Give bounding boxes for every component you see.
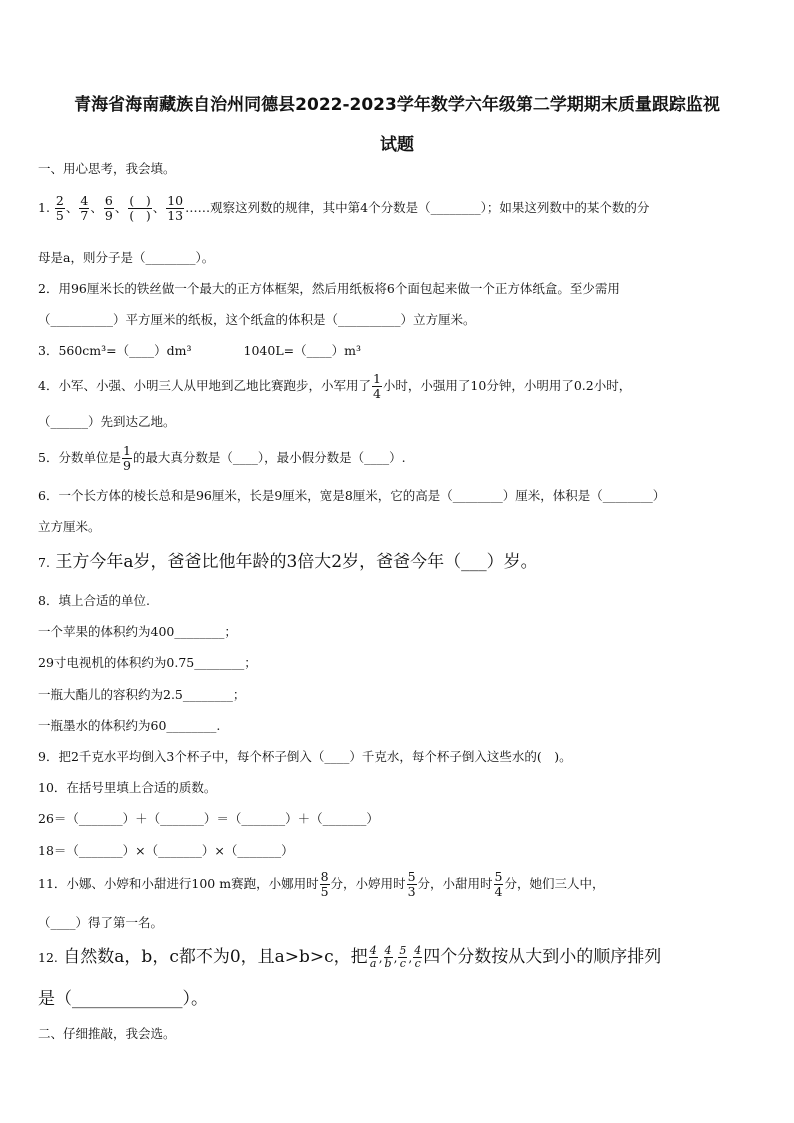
fraction-blank[interactable]: $\frac{( )}{( )}$ — [129, 194, 151, 223]
fraction: $\frac{4}{7}$ — [80, 193, 89, 223]
question-1-cont: 母是a，则分子是（________）。 — [38, 250, 215, 265]
fraction: $\frac{4}{b}$ — [384, 944, 392, 970]
fraction: $\frac{5}{3}$ — [407, 869, 416, 899]
question-text: 分，小婷用时 — [330, 876, 406, 891]
separator: 、 — [152, 200, 166, 215]
separator: , — [378, 951, 383, 965]
question-9: 9．把2千克水平均倒入3个杯子中，每个杯子倒入（____）千克水，每个杯子倒入这些水的( )。 — [38, 749, 572, 764]
fraction: $\frac{5}{4}$ — [494, 869, 503, 899]
fraction: $\frac{6}{9}$ — [104, 193, 113, 223]
question-text: 11．小娜、小婷和小甜进行100 m赛跑，小娜用时 — [38, 876, 319, 891]
question-text: 的最大真分数是（____），最小假分数是（____）. — [132, 450, 406, 465]
question-text: 王方今年a岁，爸爸比他年龄的3倍大2岁，爸爸今年（___）岁。 — [55, 552, 538, 572]
question-number: 1. — [38, 200, 50, 215]
question-text: 分，她们三人中， — [504, 876, 605, 891]
question-text: 小时，小强用了10分钟，小明用了0.2小时， — [382, 378, 632, 393]
question-6: 6．一个长方体的棱长总和是96厘米，长是9厘米，宽是8厘米，它的高是（________）厘米，体积是（________） — [38, 488, 666, 503]
question-6-cont: 立方厘米。 — [38, 519, 101, 534]
unit-item: 29寸电视机的体积约为0.75________； — [38, 655, 257, 670]
fraction: $\frac{2}{5}$ — [55, 193, 64, 223]
fraction: $\frac{8}{5}$ — [320, 869, 329, 899]
question-11 — [38, 870, 605, 899]
question-10: 10．在括号里填上合适的质数。 — [38, 780, 217, 795]
question-text: 5．分数单位是 — [38, 450, 121, 465]
question-4 — [38, 372, 631, 401]
question-1 — [38, 194, 649, 223]
question-11-cont: （____）得了第一名。 — [38, 915, 164, 930]
unit-item: 一瓶大酯儿的容积约为2.5________； — [38, 687, 246, 702]
unit-item: 一个苹果的体积约为400________； — [38, 624, 237, 639]
fraction: $\frac{4}{a}$ — [369, 944, 377, 970]
question-text: 自然数a，b，c都不为0，且a>b>c，把 — [63, 947, 368, 967]
fraction: $\frac{4}{c}$ — [414, 944, 422, 970]
question-5 — [38, 444, 406, 473]
question-number: 12. — [38, 950, 58, 965]
question-3-part1: 3．560cm³=（____）dm³ — [38, 343, 192, 358]
question-10-line1: 26＝（_______）＋（_______）＝（_______）＋（_______） — [38, 811, 379, 826]
question-10-line2: 18＝（_______）×（_______）×（_______） — [38, 843, 294, 858]
separator: 、 — [65, 200, 79, 215]
question-12 — [38, 945, 661, 970]
page-title: 青海省海南藏族自治州同德县2022-2023学年数学六年级第二学期期末质量跟踪监视 — [74, 95, 720, 115]
question-3-part2: 1040L=（____）m³ — [243, 343, 361, 358]
fraction: $\frac{1}{4}$ — [372, 371, 381, 401]
question-text: ……观察这列数的规律，其中第4个分数是（________）；如果这列数中的某个数的分 — [185, 200, 650, 215]
question-4-cont: （______）先到达乙地。 — [38, 414, 176, 429]
question-number: 7. — [38, 555, 50, 570]
fraction: $\frac{10}{13}$ — [167, 193, 184, 223]
unit-item: 一瓶墨水的体积约为60________. — [38, 718, 221, 733]
separator: 、 — [90, 200, 103, 215]
page-title-cont: 试题 — [380, 135, 414, 155]
fraction: $\frac{1}{9}$ — [122, 443, 131, 473]
separator: , — [393, 951, 398, 965]
separator: , — [408, 951, 413, 965]
question-text: 4．小军、小强、小明三人从甲地到乙地比赛跑步，小军用了 — [38, 378, 371, 393]
question-text: 四个分数按从大到小的顺序排列 — [423, 947, 662, 967]
question-12-cont: 是（_____________）。 — [38, 989, 208, 1009]
section-heading-fill: 一、用心思考，我会填。 — [38, 161, 176, 176]
question-3 — [38, 342, 361, 360]
question-8: 8．填上合适的单位. — [38, 593, 150, 608]
separator: 、 — [114, 200, 128, 215]
question-7 — [38, 553, 538, 572]
fraction: $\frac{5}{c}$ — [399, 944, 407, 970]
question-2-cont: （__________）平方厘米的纸板，这个纸盒的体积是（__________）立方厘米。 — [38, 312, 476, 327]
section-heading-choice: 二、仔细推敲，我会选。 — [38, 1026, 176, 1041]
question-2: 2．用96厘米长的铁丝做一个最大的正方体框架，然后用纸板将6个面包起来做一个正方体纸盒。至少需用 — [38, 281, 620, 296]
question-text: 分，小甜用时 — [417, 876, 493, 891]
